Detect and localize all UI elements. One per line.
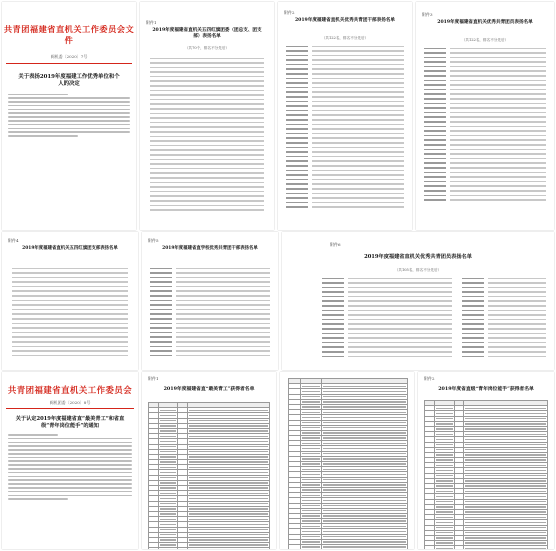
list-count-note: （共122名，排名不分先后）	[321, 36, 369, 40]
awardee-table	[288, 378, 408, 549]
awardee-table	[148, 402, 270, 549]
document-page-9	[142, 372, 276, 549]
table-title: 2019年度省直级“青年岗位能手”获得者名单	[438, 386, 534, 392]
document-body	[2, 94, 136, 137]
list-title: 2019年度福建省直机关优秀共青团干部表扬名单	[294, 18, 396, 23]
table-title: 2019年度福建省直“最美青工”获得者名单	[163, 386, 255, 392]
document-page-8	[2, 372, 138, 549]
name-list	[150, 56, 264, 212]
attachment-label: 附件4	[8, 238, 19, 243]
document-number: 闽机团委〔2020〕8号	[49, 400, 91, 405]
document-title: 关于认定2019年度福建省直“最美青工”和省直级“青年岗位能手”的通知	[15, 416, 125, 429]
list-count-note: （共70个，排名不分先后）	[184, 46, 230, 50]
document-title: 关于表扬2019年度福建工作优秀单位和个人的决定	[18, 74, 120, 87]
document-page-3	[278, 2, 412, 230]
attachment-label: 附件2	[284, 10, 295, 15]
attachment-label: 附件5	[148, 238, 159, 243]
document-red-header: 共青团福建省直机关工作委员会	[7, 385, 133, 395]
name-list-left	[322, 276, 452, 359]
list-count-note: （共122名，排名不分先后）	[461, 38, 509, 42]
name-list-right	[462, 276, 546, 359]
name-list	[150, 266, 270, 358]
document-page-1	[2, 2, 136, 230]
document-page-10	[280, 372, 414, 549]
name-list	[286, 44, 404, 209]
document-page-7	[282, 232, 554, 370]
document-page-6	[142, 232, 278, 370]
attachment-label: 附件1	[146, 20, 157, 25]
document-page-2	[140, 2, 274, 230]
attachment-label: 附件1	[148, 376, 159, 381]
document-red-header: 共青团福建省直机关工作委员会文件	[3, 24, 135, 45]
document-page-11	[418, 372, 554, 549]
list-title: 2019年度福建省直机关五四红旗团委（团总支、团支部）表扬名单	[152, 28, 262, 39]
list-title: 2019年度福建省直机关优秀共青团员表扬名单	[437, 20, 533, 25]
red-divider	[6, 408, 134, 409]
document-page-4	[416, 2, 554, 230]
document-number: 闽机委〔2020〕7号	[50, 54, 88, 59]
name-list	[12, 266, 128, 358]
list-title: 2019年度福建省直机关优秀共青团员表扬名单	[364, 254, 472, 260]
list-title: 2019年度福建省直学校优秀共青团干部表扬名单	[162, 246, 258, 251]
document-page-5	[2, 232, 138, 370]
attachment-label: 附件6	[330, 242, 341, 247]
red-divider	[6, 63, 132, 64]
attachment-label: 附件3	[422, 12, 433, 17]
list-count-note: （共105名，排名不分先后）	[394, 268, 442, 272]
name-list	[424, 46, 546, 202]
awardee-table	[424, 400, 548, 549]
attachment-label: 附件2	[424, 376, 435, 381]
document-body	[2, 434, 138, 500]
list-title: 2019年度福建省直机关五四红旗团支部表扬名单	[22, 246, 118, 251]
